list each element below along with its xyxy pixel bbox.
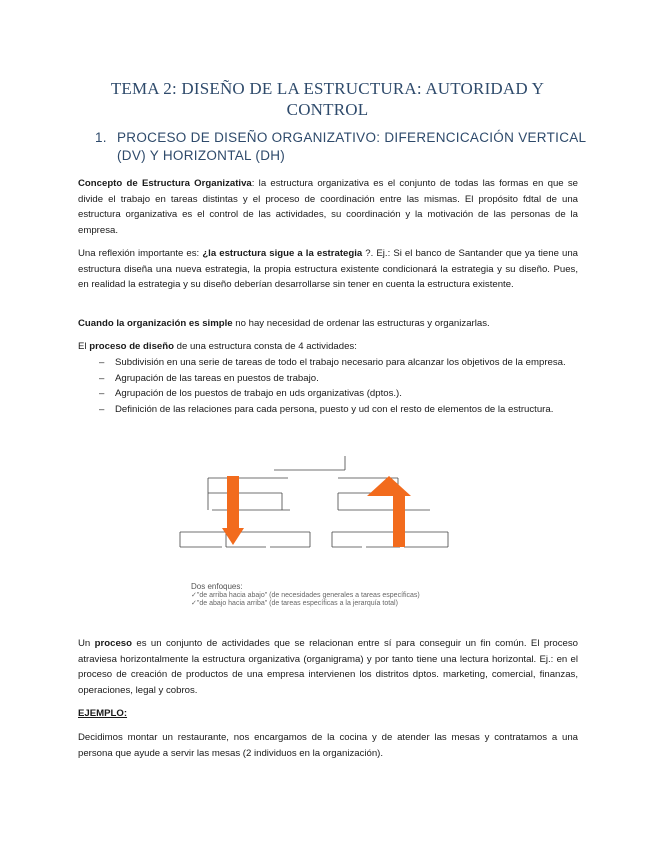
right-bottom-boxes [332,532,448,547]
list-item: – Subdivisión en una serie de tareas de todo el trabajo necesario para alcanzar los objetivos de la empresa. [99,357,566,368]
paragraph-example: Decidimos montar un restaurante, nos encargamos de la cocina y de atender las mesas y contratamos a una persona que ayude a servir las mesas (2 individuos en la organización). [78,732,578,759]
paragraph-process-definition [78,636,578,698]
list-item-text: Agrupación de los puestos de trabajo en uds organizativas (dptos.). [115,388,402,400]
list-item-text: Agrupación de las tareas en puestos de trabajo. [115,372,319,384]
caption-line-2: ✓"de abajo hacia arriba" (de tareas específicas a la jerarquía total) [191,600,398,607]
top-down-arrow [222,476,244,545]
example-heading-text: EJEMPLO: [78,708,128,719]
left-middle-boxes [208,478,290,510]
document-title: TEMA 2: DISEÑO DE LA ESTRUCTURA: AUTORIDAD Y CONTROL [110,79,545,119]
paragraph-process-intro [78,339,578,355]
diagram-caption [191,583,451,609]
process-def-before: Un [78,638,95,649]
caption-line-1: ✓"de arriba hacia abajo" (de necesidades generales a tareas específicas) [191,591,420,599]
reflection-intro: Una reflexión importante es: [78,248,203,259]
reflection-text: ?. Ej.: Si el banco de Santander que ya tiene una estructura diseña una nueva estrategia, la propia estructura existente condicionará la estrategia y su diseño. Pues, en realidad la estrategia y su diseño deberían desarrollarse sin tener en cuenta la estructura existente. [78,248,578,291]
top-level-box [274,456,345,470]
concept-term: Concepto de Estructura Organizativa [78,178,252,189]
process-design-term: proceso de diseño [89,341,174,352]
section-heading [95,129,595,165]
process-intro-after: de una estructura consta de 4 actividades: [173,341,357,352]
caption-heading: Dos enfoques: [191,582,243,591]
simple-term: Cuando la organización es simple [78,318,233,329]
process-intro-before: El [78,341,90,352]
section-number: 1. [95,130,107,145]
reflection-question: ¿la estructura sigue a la estrategia [202,248,363,259]
list-item-text: Definición de las relaciones para cada persona, puesto y ud con el resto de elementos de la estructura. [115,403,554,415]
example-heading [78,706,578,722]
concept-text: : la estructura organizativa es el conjunto de todas las formas en que se divide el trabajo en tareas distintas y el proceso de coordinación entre las mismas. El propósito fdtal de una estructura organizativa es el control de las actividades, su coordinación y la motivación de las personas de la empresa. [78,178,578,236]
paragraph-simple [78,316,578,332]
list-item: – Agrupación de las tareas en puestos de trabajo. [99,372,319,384]
activities-list [78,355,578,417]
list-item-text: Subdivisión en una serie de tareas de todo el trabajo necesario para alcanzar los objetivos de la empresa. [115,357,566,368]
process-term: proceso [94,638,132,649]
list-item: – Definición de las relaciones para cada persona, puesto y ud con el resto de elementos de la estructura. [99,403,554,415]
list-item: – Agrupación de los puestos de trabajo en uds organizativas (dptos.). [99,388,402,400]
left-bottom-boxes [180,532,310,547]
paragraph-reflection [78,246,578,293]
bottom-up-arrow [367,476,411,547]
simple-text: no hay necesidad de ordenar las estructuras y organizarlas. [232,318,490,329]
process-def-text: es un conjunto de actividades que se relacionan entre sí para conseguir un fin común. El proceso atraviesa horizontalmente la estructura organizativa (organigrama) y por tanto tiene una lectura horizontal. Ej.: en el proceso de creación de productos de una empresa intervienen los distritos dptos. marketing, comercial, finanzas, operaciones, legal y cobros. [78,638,578,696]
section-heading-text: PROCESO DE DISEÑO ORGANIZATIVO: DIFERENCICACIÓN VERTICAL (DV) Y HORIZONTAL (DH) [117,130,586,163]
paragraph-concept [78,176,578,238]
